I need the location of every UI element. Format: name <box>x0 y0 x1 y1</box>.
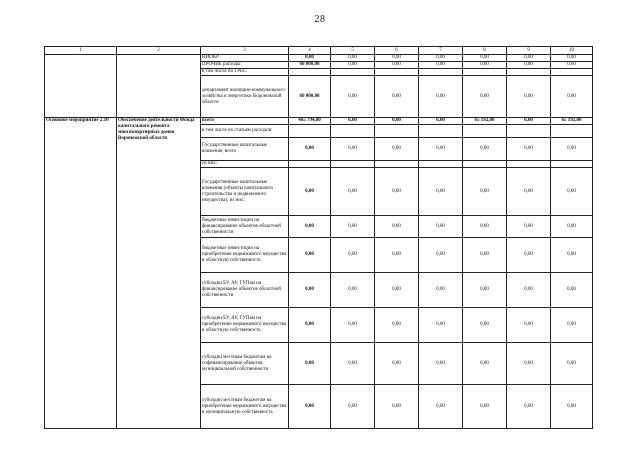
value-cell: 60 000,00 <box>289 76 331 118</box>
value-cell: 0,00 <box>375 168 419 216</box>
value-cell: 0,00 <box>289 216 331 238</box>
event-name-cell: Обеспечение деятельности Фонда капитального ремонта многоквартирных домов Воронежской области <box>117 118 201 429</box>
value-cell: 0,00 <box>331 168 375 216</box>
row-label: всего <box>201 118 289 125</box>
value-cell: 0,00 <box>375 308 419 343</box>
value-cell: 0,00 <box>331 76 375 118</box>
value-cell: 0,00 <box>463 385 507 429</box>
value-cell: 0,00 <box>507 76 551 118</box>
value-cell: 0,00 <box>551 138 593 161</box>
value-cell: 0,00 <box>507 138 551 161</box>
value-cell: 0,00 <box>375 55 419 62</box>
row-label: субсидии БУ, АУ, ГУПам на финансирование объектов областной собственности <box>201 273 289 308</box>
value-cell: 0,00 <box>289 168 331 216</box>
value-cell <box>551 161 593 168</box>
value-cell: 0,00 <box>507 168 551 216</box>
value-cell: 0,00 <box>419 238 463 273</box>
value-cell: 0,00 <box>507 385 551 429</box>
event-code-cell: Основное мероприятие 2.10 <box>45 118 117 429</box>
value-cell: 0,00 <box>507 343 551 385</box>
value-cell: 0,00 <box>419 62 463 69</box>
value-cell: 0,00 <box>463 238 507 273</box>
row-label: НИОКР <box>201 55 289 62</box>
value-cell: 0,00 <box>463 343 507 385</box>
value-cell: 0,00 <box>507 55 551 62</box>
value-cell: 0,00 <box>419 168 463 216</box>
value-cell: 0,00 <box>463 273 507 308</box>
row-label: в том числе по статьям расходов: <box>201 125 289 138</box>
prev-event-code-cell <box>45 55 117 118</box>
value-cell <box>463 161 507 168</box>
value-cell <box>331 161 375 168</box>
value-cell: 0,00 <box>507 216 551 238</box>
value-cell: 0,00 <box>551 62 593 69</box>
value-cell: 0,00 <box>331 55 375 62</box>
value-cell: 0,00 <box>463 308 507 343</box>
value-cell <box>419 69 463 76</box>
value-cell: 60 000,00 <box>289 62 331 69</box>
value-cell: 0,00 <box>551 168 593 216</box>
value-cell: 0,00 <box>463 138 507 161</box>
value-cell: 0,00 <box>551 273 593 308</box>
value-cell: 0,00 <box>551 55 593 62</box>
value-cell: 0,00 <box>375 62 419 69</box>
value-cell <box>375 161 419 168</box>
value-cell: 0,00 <box>419 138 463 161</box>
value-cell: 0,00 <box>289 273 331 308</box>
row-label: субсидии БУ, АУ, ГУПам на приобретение недвижимого имущества в областную собственность <box>201 308 289 343</box>
value-cell: 0,00 <box>551 238 593 273</box>
header-cell: 5 <box>331 47 375 55</box>
header-cell: 10 <box>551 47 593 55</box>
row-label: субсидии местным бюджетам на софинансирование объектов муниципальной собственности <box>201 343 289 385</box>
value-cell: 0,00 <box>419 343 463 385</box>
value-cell: 0,00 <box>463 168 507 216</box>
value-cell: 0,00 <box>375 385 419 429</box>
header-cell: 9 <box>507 47 551 55</box>
page-number: 28 <box>314 14 326 25</box>
table-row <box>45 118 593 125</box>
value-cell: 0,00 <box>551 76 593 118</box>
value-cell <box>507 125 551 138</box>
budget-table <box>44 46 593 429</box>
value-cell: 0,00 <box>331 238 375 273</box>
value-cell: 0,00 <box>463 76 507 118</box>
value-cell: 0,00 <box>507 118 551 125</box>
value-cell: 0,00 <box>419 76 463 118</box>
value-cell: 0,00 <box>419 385 463 429</box>
value-cell <box>331 125 375 138</box>
value-cell: 0,00 <box>375 238 419 273</box>
value-cell: 0,00 <box>551 308 593 343</box>
value-cell: 0,00 <box>507 238 551 273</box>
value-cell: 0,00 <box>331 343 375 385</box>
value-cell <box>375 125 419 138</box>
value-cell <box>289 69 331 76</box>
value-cell <box>419 125 463 138</box>
header-cell: 8 <box>463 47 507 55</box>
table-row <box>45 55 593 62</box>
value-cell: 0,00 <box>289 238 331 273</box>
value-cell <box>463 69 507 76</box>
header-cell: 2 <box>117 47 201 55</box>
value-cell <box>551 125 593 138</box>
value-cell: 0,00 <box>419 308 463 343</box>
header-row <box>45 47 593 55</box>
row-label: Государственные капитальные вложения, всего <box>201 138 289 161</box>
value-cell: 465 794,80 <box>289 118 331 125</box>
value-cell: 65 192,00 <box>463 118 507 125</box>
value-cell <box>551 69 593 76</box>
value-cell <box>419 161 463 168</box>
value-cell: 0,00 <box>331 216 375 238</box>
value-cell: 0,00 <box>551 216 593 238</box>
value-cell: 0,00 <box>375 118 419 125</box>
row-label: в том числе по ГРБС: <box>201 69 289 76</box>
value-cell: 0,00 <box>331 308 375 343</box>
row-label: бюджетные инвестиции на приобретение недвижимого имущества в областную собственность <box>201 238 289 273</box>
row-label: бюджетные инвестиции на финансирование объектов областной собственности <box>201 216 289 238</box>
value-cell: 0,00 <box>463 216 507 238</box>
value-cell <box>289 161 331 168</box>
value-cell: 0,00 <box>375 76 419 118</box>
header-cell: 4 <box>289 47 331 55</box>
value-cell <box>375 69 419 76</box>
value-cell: 0,00 <box>507 273 551 308</box>
value-cell: 0,00 <box>331 118 375 125</box>
row-label: субсидии местным бюджетам на приобретение недвижимого имущества в муниципальную собственность <box>201 385 289 429</box>
value-cell: 0,00 <box>419 273 463 308</box>
value-cell: 65 192,00 <box>551 118 593 125</box>
row-label: Государственные капитальные вложения (объекты капитального строительства и недвижимого имущества), из них: <box>201 168 289 216</box>
value-cell: 0,00 <box>289 385 331 429</box>
value-cell: 0,00 <box>331 62 375 69</box>
value-cell: 0,00 <box>463 55 507 62</box>
row-label: из них: <box>201 161 289 168</box>
value-cell: 0,00 <box>289 138 331 161</box>
value-cell: 0,00 <box>289 55 331 62</box>
header-cell: 7 <box>419 47 463 55</box>
header-cell: 6 <box>375 47 419 55</box>
value-cell: 0,00 <box>331 138 375 161</box>
value-cell <box>463 125 507 138</box>
value-cell <box>507 69 551 76</box>
value-cell: 0,00 <box>375 216 419 238</box>
value-cell: 0,00 <box>289 308 331 343</box>
row-label: ПРОЧИЕ расходы <box>201 62 289 69</box>
value-cell: 0,00 <box>331 273 375 308</box>
value-cell: 0,00 <box>463 62 507 69</box>
value-cell: 0,00 <box>419 55 463 62</box>
header-cell: 1 <box>45 47 117 55</box>
value-cell <box>507 161 551 168</box>
value-cell <box>331 69 375 76</box>
value-cell: 0,00 <box>551 343 593 385</box>
value-cell: 0,00 <box>289 343 331 385</box>
value-cell: 0,00 <box>375 138 419 161</box>
value-cell: 0,00 <box>507 62 551 69</box>
value-cell: 0,00 <box>331 385 375 429</box>
prev-event-name-cell <box>117 55 201 118</box>
value-cell: 0,00 <box>375 343 419 385</box>
value-cell: 0,00 <box>507 308 551 343</box>
value-cell <box>289 125 331 138</box>
header-cell: 3 <box>201 47 289 55</box>
row-label: департамент жилищно-коммунального хозяйства и энергетики Воронежской области <box>201 76 289 118</box>
value-cell: 0,00 <box>419 216 463 238</box>
value-cell: 0,00 <box>375 273 419 308</box>
value-cell: 0,00 <box>419 118 463 125</box>
value-cell: 0,00 <box>551 385 593 429</box>
